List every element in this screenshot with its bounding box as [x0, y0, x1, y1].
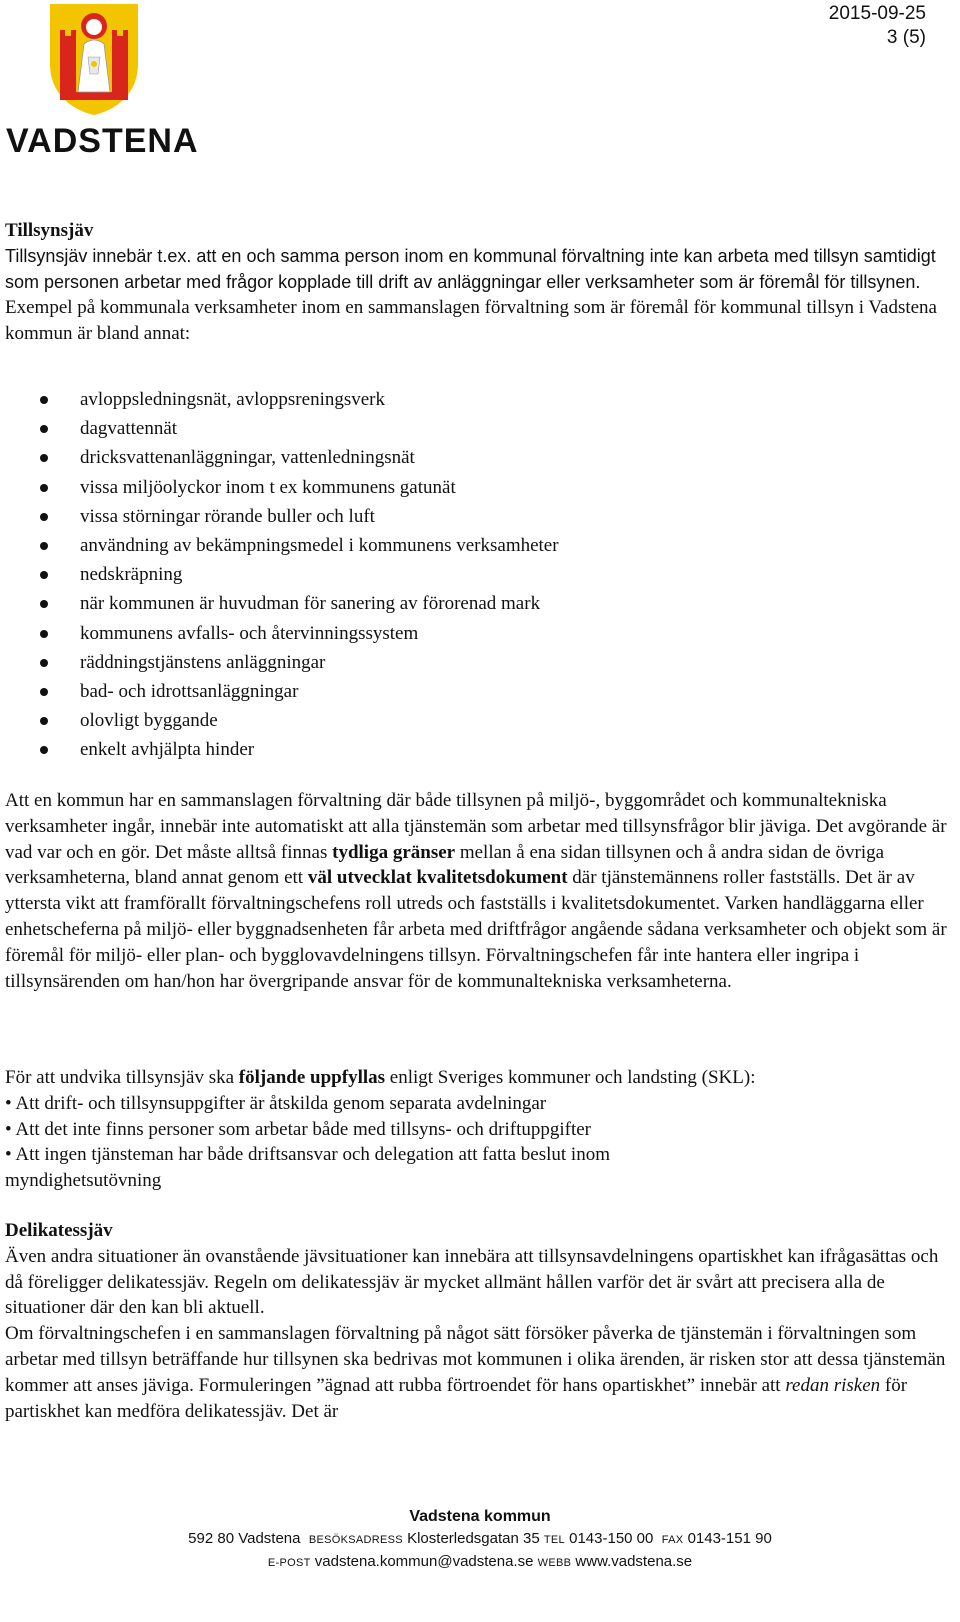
footer-organization: Vadstena kommun	[409, 1508, 551, 1525]
skl-item: • Att ingen tjänsteman har både driftsansvar och delegation att fatta beslut inom myndighetsutövning	[5, 1144, 610, 1192]
list-item: räddningstjänstens anläggningar	[40, 648, 559, 677]
skl-requirements-block	[5, 1065, 950, 1194]
footer-email-label: E-POST	[267, 1557, 311, 1569]
emphasis-clear-boundaries: tydliga gränser	[332, 841, 456, 863]
footer-web-label: WEBB	[537, 1557, 572, 1569]
footer-phone: 0143-150 00	[569, 1530, 654, 1547]
list-item: vissa miljöolyckor inom t ex kommunens gatunät	[40, 473, 559, 502]
list-item: dricksvattenanläggningar, vattenledningsnät	[40, 443, 559, 472]
footer-web-line	[0, 1551, 960, 1574]
skl-intro: För att undvika tillsynsjäv ska följande uppfyllas enligt Sveriges kommuner och landsting (SKL):	[5, 1067, 756, 1088]
emphasis-quality-document: väl utvecklat kvalitetsdokument	[307, 867, 568, 889]
document-date: 2015-09-25	[828, 3, 926, 24]
intro-paragraph	[5, 244, 950, 347]
list-item: vissa störningar rörande buller och luft	[40, 502, 559, 531]
supervised-activities-list	[40, 385, 559, 764]
list-item: enkelt avhjälpta hinder	[40, 735, 559, 764]
list-item: olovligt byggande	[40, 706, 559, 735]
footer-website[interactable]: www.vadstena.se	[575, 1553, 693, 1570]
footer-visit-address: Klosterledsgatan 35	[407, 1530, 540, 1547]
list-item: kommunens avfalls- och återvinningssystem	[40, 619, 559, 648]
list-item: avloppsledningsnät, avloppsreningsverk	[40, 385, 559, 414]
skl-item: • Att det inte finns personer som arbetar både med tillsyns- och driftuppgifter	[5, 1118, 592, 1140]
section-heading: Delikatessjäv	[5, 1220, 113, 1241]
emphasis-risk: redan risken	[785, 1374, 881, 1396]
emphasis-requirements: följande uppfyllas	[238, 1067, 386, 1088]
section-heading: Tillsynsjäv	[5, 220, 94, 241]
footer-tel-label: TEL	[543, 1534, 565, 1546]
list-item: nedskräpning	[40, 560, 559, 589]
footer-visit-label: BESÖKSADRESS	[308, 1534, 403, 1546]
intro-sans-text: Tillsynsjäv innebär t.ex. att en och samma person inom en kommunal förvaltning inte kan arbeta med tillsyn samtidigt som personen arbetar med frågor kopplade till drift av anläggningar eller verksamheter som är föremål för tillsynen.	[5, 245, 936, 292]
footer-fax-label: FAX	[661, 1534, 684, 1546]
section-delikatessjav	[5, 1218, 950, 1424]
logo-wordmark: VADSTENA	[6, 122, 199, 160]
coat-of-arms-icon	[48, 2, 140, 117]
footer-email[interactable]: vadstena.kommun@vadstena.se	[314, 1553, 534, 1570]
document-header-info	[829, 2, 926, 50]
intro-serif-text: Exempel på kommunala verksamheter inom en sammanslagen förvaltning som är föremål för kommunal tillsyn i Vadstena kommun är bland annat:	[5, 297, 937, 345]
section-tillsynsjav	[5, 218, 950, 347]
separation-paragraph-block	[5, 788, 950, 994]
separation-paragraph: Att en kommun har en sammanslagen förvaltning där både tillsynen på miljö-, byggområdet och kommunaltekniska verksamheter ingår, innebär inte automatiskt att alla tjänstemän som arbetar med tillsynsfrågor blir jäviga. Det avgörande är vad var och en gör. Det måste alltså finnas tydliga gränser mellan å ena sidan tillsynen och å andra sidan de övriga verksamheterna, bland annat genom ett väl utvecklat kvalitetsdokument där tjänstemännens roller fastställs. Det är av yttersta vikt att framförallt förvaltningschefens roll utreds och fastställs i kvalitetsdokumentet. Varken handläggarna eller enhetscheferna på miljö- eller byggnadsenheten får arbeta med driftfrågor angående sådana verksamheter och objekt som är föremål för miljö- eller plan- och bygglovavdelningens tillsyn. Förvaltningschefen får inte hantera eller ingripa i tillsynsärenden om han/hon har övergripande ansvar för de kommunaltekniska verksamheterna.	[5, 790, 947, 992]
list-item: användning av bekämpningsmedel i kommunens verksamheter	[40, 531, 559, 560]
municipality-logo	[6, 2, 199, 162]
page-footer	[0, 1506, 960, 1574]
list-item: dagvattennät	[40, 414, 559, 443]
footer-postal: 592 80 Vadstena	[188, 1530, 301, 1547]
footer-contact-line	[0, 1528, 960, 1551]
delikatess-paragraph-2: Om förvaltningschefen i en sammanslagen förvaltning på något sätt försöker påverka de tjänstemän i förvaltningen som arbetar med tillsyn beträffande hur tillsynen ska bedrivas mot kommunen i olika ärenden, är risken stor att dessa tjänstemän kommer att anses jäviga. Formuleringen ”ägnad att rubba förtroendet för hans opartiskhet” innebär att redan risken för partiskhet kan medföra delikatessjäv. Det är	[5, 1323, 946, 1422]
list-item: bad- och idrottsanläggningar	[40, 677, 559, 706]
page-number: 3 (5)	[886, 27, 926, 48]
skl-item: • Att drift- och tillsynsuppgifter är åtskilda genom separata avdelningar	[5, 1092, 547, 1114]
delikatess-paragraph-1: Även andra situationer än ovanstående jävsituationer kan innebära att tillsynsavdelningens opartiskhet kan ifrågasättas och då föreligger delikatessjäv. Regeln om delikatessjäv är mycket allmänt hållen varför det är svårt att precisera alla de situationer där den kan bli aktuell.	[5, 1245, 939, 1319]
list-item: när kommunen är huvudman för sanering av förorenad mark	[40, 589, 559, 618]
footer-fax: 0143-151 90	[687, 1530, 772, 1547]
